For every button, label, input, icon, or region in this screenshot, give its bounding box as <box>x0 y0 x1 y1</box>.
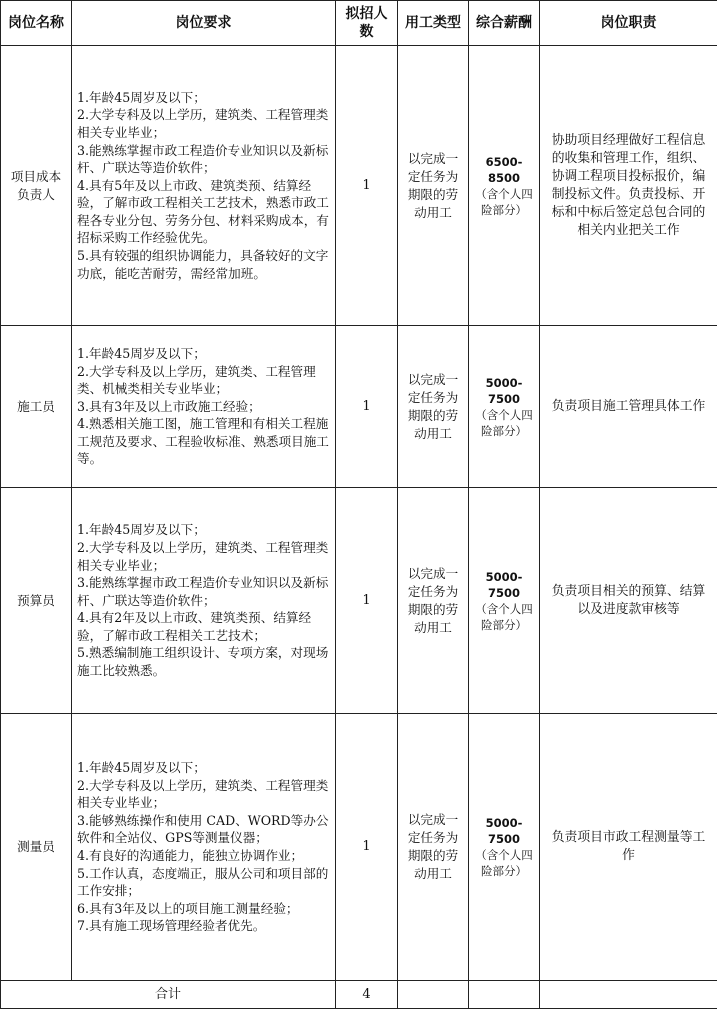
requirement-item: 5.熟悉编制施工组织设计、专项方案，对现场施工比较熟悉。 <box>77 644 331 679</box>
requirement-item: 5.工作认真，态度端正，服从公司和项目部的工作安排； <box>77 865 331 900</box>
requirement-item: 4.具有5年及以上市政、建筑类预、结算经验，了解市政工程相关工艺技术，熟悉市政工程各专业分包、劳务分包、材料采购成本，有招标采购工作经验优先。 <box>77 177 331 247</box>
duties-cell: 负责项目市政工程测量等工作 <box>540 714 717 981</box>
requirement-item: 5.具有较强的组织协调能力，具备较好的文字功底，能吃苦耐劳，需经常加班。 <box>77 247 331 282</box>
header-requirements: 岗位要求 <box>72 1 336 46</box>
header-row <box>1 1 717 46</box>
header-headcount: 拟招人数 <box>336 1 398 46</box>
requirements-cell <box>72 46 336 326</box>
requirement-item: 7.具有施工现场管理经验者优先。 <box>77 917 331 935</box>
requirement-item: 1.年龄45周岁及以下； <box>77 521 331 539</box>
requirement-item: 3.能够熟练操作和使用 CAD、WORD等办公软件和全站仪、GPS等测量仪器； <box>77 812 331 847</box>
salary-note: （含个人四险部分） <box>473 847 535 879</box>
salary-cell <box>469 714 540 981</box>
total-row <box>1 981 717 1009</box>
requirement-item: 1.年龄45周岁及以下； <box>77 345 331 363</box>
requirements-cell <box>72 326 336 488</box>
requirement-item: 3.具有3年及以上市政施工经验； <box>77 398 331 416</box>
total-empty-cell <box>398 981 469 1009</box>
requirement-item: 3.能熟练掌握市政工程造价专业知识以及新标杆、广联达等造价软件； <box>77 142 331 177</box>
requirement-item: 2.大学专科及以上学历，建筑类、工程管理类相关专业毕业； <box>77 106 331 141</box>
requirement-item: 6.具有3年及以上的项目施工测量经验； <box>77 900 331 918</box>
headcount-cell: 1 <box>336 488 398 714</box>
employment-type-cell: 以完成一定任务为期限的劳动用工 <box>398 714 469 981</box>
position-name: 项目成本负责人 <box>1 46 72 326</box>
employment-type-cell: 以完成一定任务为期限的劳动用工 <box>398 46 469 326</box>
table-row <box>1 46 717 326</box>
headcount-cell: 1 <box>336 46 398 326</box>
table-row <box>1 488 717 714</box>
requirement-item: 2.大学专科及以上学历，建筑类、工程管理类相关专业毕业； <box>77 777 331 812</box>
requirement-item: 2.大学专科及以上学历，建筑类、工程管理类相关专业毕业； <box>77 539 331 574</box>
total-empty-cell <box>540 981 717 1009</box>
table-row <box>1 714 717 981</box>
salary-cell <box>469 488 540 714</box>
duties-cell: 负责项目相关的预算、结算以及进度款审核等 <box>540 488 717 714</box>
duties-cell: 协助项目经理做好工程信息的收集和管理工作，组织、协调工程项目投标报价，编制投标文件。负责投标、开标和中标后签定总包合同的相关内业把关工作 <box>540 46 717 326</box>
requirement-item: 3.能熟练掌握市政工程造价专业知识以及新标杆、广联达等造价软件； <box>77 574 331 609</box>
salary-range: 6500-8500 <box>473 154 535 186</box>
salary-note: （含个人四险部分） <box>473 407 535 439</box>
total-empty-cell <box>469 981 540 1009</box>
salary-note: （含个人四险部分） <box>473 186 535 218</box>
requirements-cell <box>72 488 336 714</box>
employment-type-cell: 以完成一定任务为期限的劳动用工 <box>398 326 469 488</box>
salary-note: （含个人四险部分） <box>473 601 535 633</box>
header-duties: 岗位职责 <box>540 1 717 46</box>
position-name: 预算员 <box>1 488 72 714</box>
total-headcount: 4 <box>336 981 398 1009</box>
salary-range: 5000-7500 <box>473 815 535 847</box>
duties-cell: 负责项目施工管理具体工作 <box>540 326 717 488</box>
header-employment-type: 用工类型 <box>398 1 469 46</box>
requirement-item: 1.年龄45周岁及以下； <box>77 759 331 777</box>
requirement-item: 1.年龄45周岁及以下； <box>77 89 331 107</box>
header-salary: 综合薪酬 <box>469 1 540 46</box>
requirement-item: 4.有良好的沟通能力，能独立协调作业； <box>77 847 331 865</box>
salary-cell <box>469 326 540 488</box>
requirement-item: 4.熟悉相关施工图，施工管理和有相关工程施工规范及要求、工程验收标准、熟悉项目施工等。 <box>77 415 331 468</box>
requirements-cell <box>72 714 336 981</box>
position-name: 测量员 <box>1 714 72 981</box>
salary-cell <box>469 46 540 326</box>
requirement-item: 2.大学专科及以上学历，建筑类、工程管理类、机械类相关专业毕业； <box>77 363 331 398</box>
employment-type-cell: 以完成一定任务为期限的劳动用工 <box>398 488 469 714</box>
position-name: 施工员 <box>1 326 72 488</box>
salary-range: 5000-7500 <box>473 375 535 407</box>
headcount-cell: 1 <box>336 326 398 488</box>
salary-range: 5000-7500 <box>473 569 535 601</box>
requirement-item: 4.具有2年及以上市政、建筑类预、结算经验，了解市政工程相关工艺技术； <box>77 609 331 644</box>
header-position-name: 岗位名称 <box>1 1 72 46</box>
table-row <box>1 326 717 488</box>
total-label: 合计 <box>1 981 336 1009</box>
headcount-cell: 1 <box>336 714 398 981</box>
